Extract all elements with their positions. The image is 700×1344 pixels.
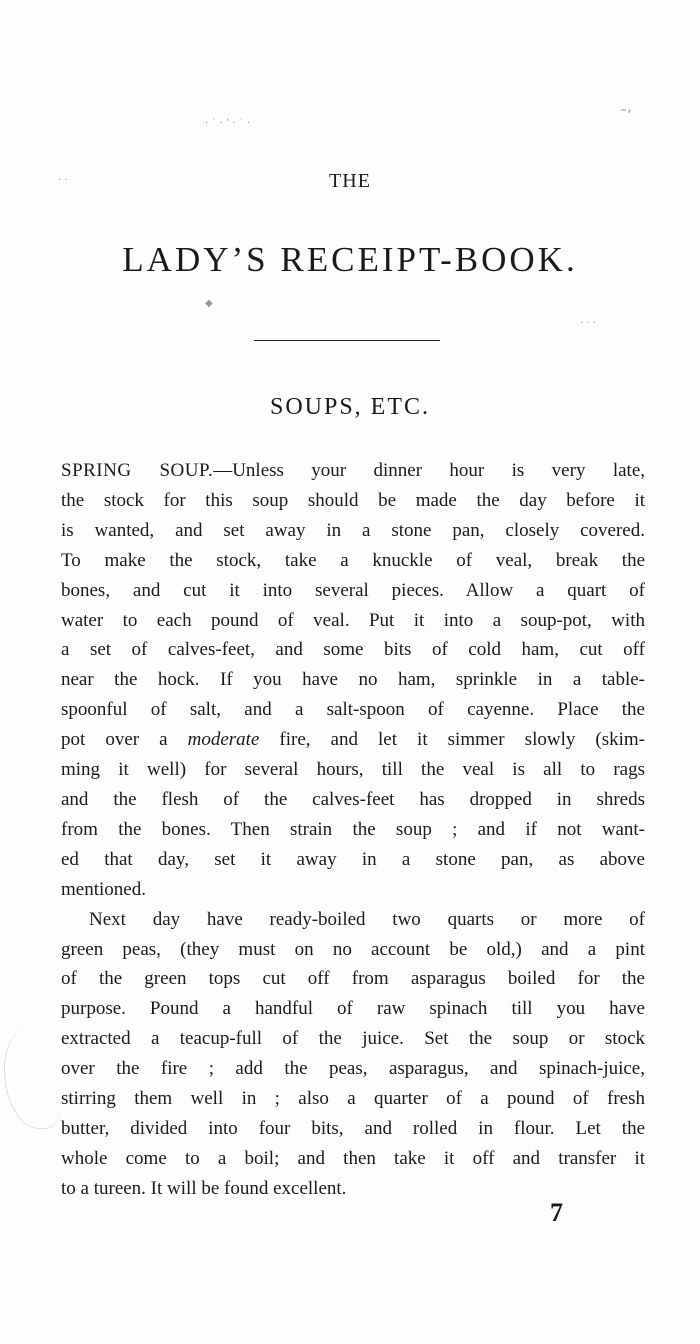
title-rule (254, 340, 440, 341)
text-line: water to each pound of veal. Put it into a soup-pot, with (61, 609, 645, 631)
text-line: stirring them well in ; also a quarter of a pound of fresh (61, 1088, 645, 1110)
text-line: ming it well) for several hours, till the veal is all to rags (61, 759, 645, 781)
text-line: bones, and cut it into several pieces. Allow a quart of (61, 579, 645, 601)
text-line: To make the stock, take a knuckle of veal, break the (61, 549, 645, 571)
print-speck: ◆ (205, 298, 213, 309)
text-line: SPRING SOUP.—Unless your dinner hour is very late, (61, 460, 645, 481)
text-line: of the green tops cut off from asparagus boiled for the (61, 968, 645, 990)
text-line: spoonful of salt, and a salt-spoon of cayenne. Place the (61, 699, 645, 721)
recipe-heading: SPRING SOUP. (61, 460, 214, 481)
book-title: LADY’S RECEIPT-BOOK. (122, 240, 578, 279)
print-speck: · · · (580, 318, 596, 329)
text-line: and the flesh of the calves-feet has dropped in shreds (61, 788, 645, 810)
emphasis-word: moderate (187, 729, 260, 751)
text-line: whole come to a boil; and then take it off and transfer it (61, 1147, 645, 1169)
text-line: from the bones. Then strain the soup ; and if not want- (61, 818, 645, 840)
recipe-text (61, 456, 645, 1204)
print-speck: ˜ʼ (620, 108, 632, 124)
text-line: Next day have ready-boiled two quarts or more of (89, 908, 645, 930)
text-line: the stock for this soup should be made the day before it (61, 489, 645, 511)
text-line: butter, divided into four bits, and rolled in flour. Let the (61, 1117, 645, 1139)
print-speck: · · (58, 175, 68, 186)
text-line: purpose. Pound a handful of raw spinach till you have (61, 998, 645, 1020)
text-line: pot over a moderate fire, and let it simmer slowly (skim- (61, 729, 645, 751)
text-line: over the fire ; add the peas, asparagus, and spinach-juice, (61, 1058, 645, 1080)
text-line: mentioned. (61, 878, 146, 900)
text-line: extracted a teacup-full of the juice. Set the soup or stock (61, 1028, 645, 1050)
text-line: to a tureen. It will be found excellent. (61, 1177, 347, 1199)
print-speck: · ˙ · ʼ · ˙ · (205, 118, 250, 129)
text-line: is wanted, and set away in a stone pan, closely covered. (61, 519, 645, 541)
running-title: THE (329, 170, 371, 192)
text-line: a set of calves-feet, and some bits of cold ham, cut off (61, 639, 645, 661)
text-line: ed that day, set it away in a stone pan, as above (61, 848, 645, 870)
page-number: 7 (550, 1198, 563, 1227)
text-line: near the hock. If you have no ham, sprinkle in a table- (61, 669, 645, 691)
section-title: SOUPS, ETC. (269, 394, 431, 420)
page-stain (4, 1028, 63, 1129)
text-line: green peas, (they must on no account be old,) and a pint (61, 938, 645, 960)
